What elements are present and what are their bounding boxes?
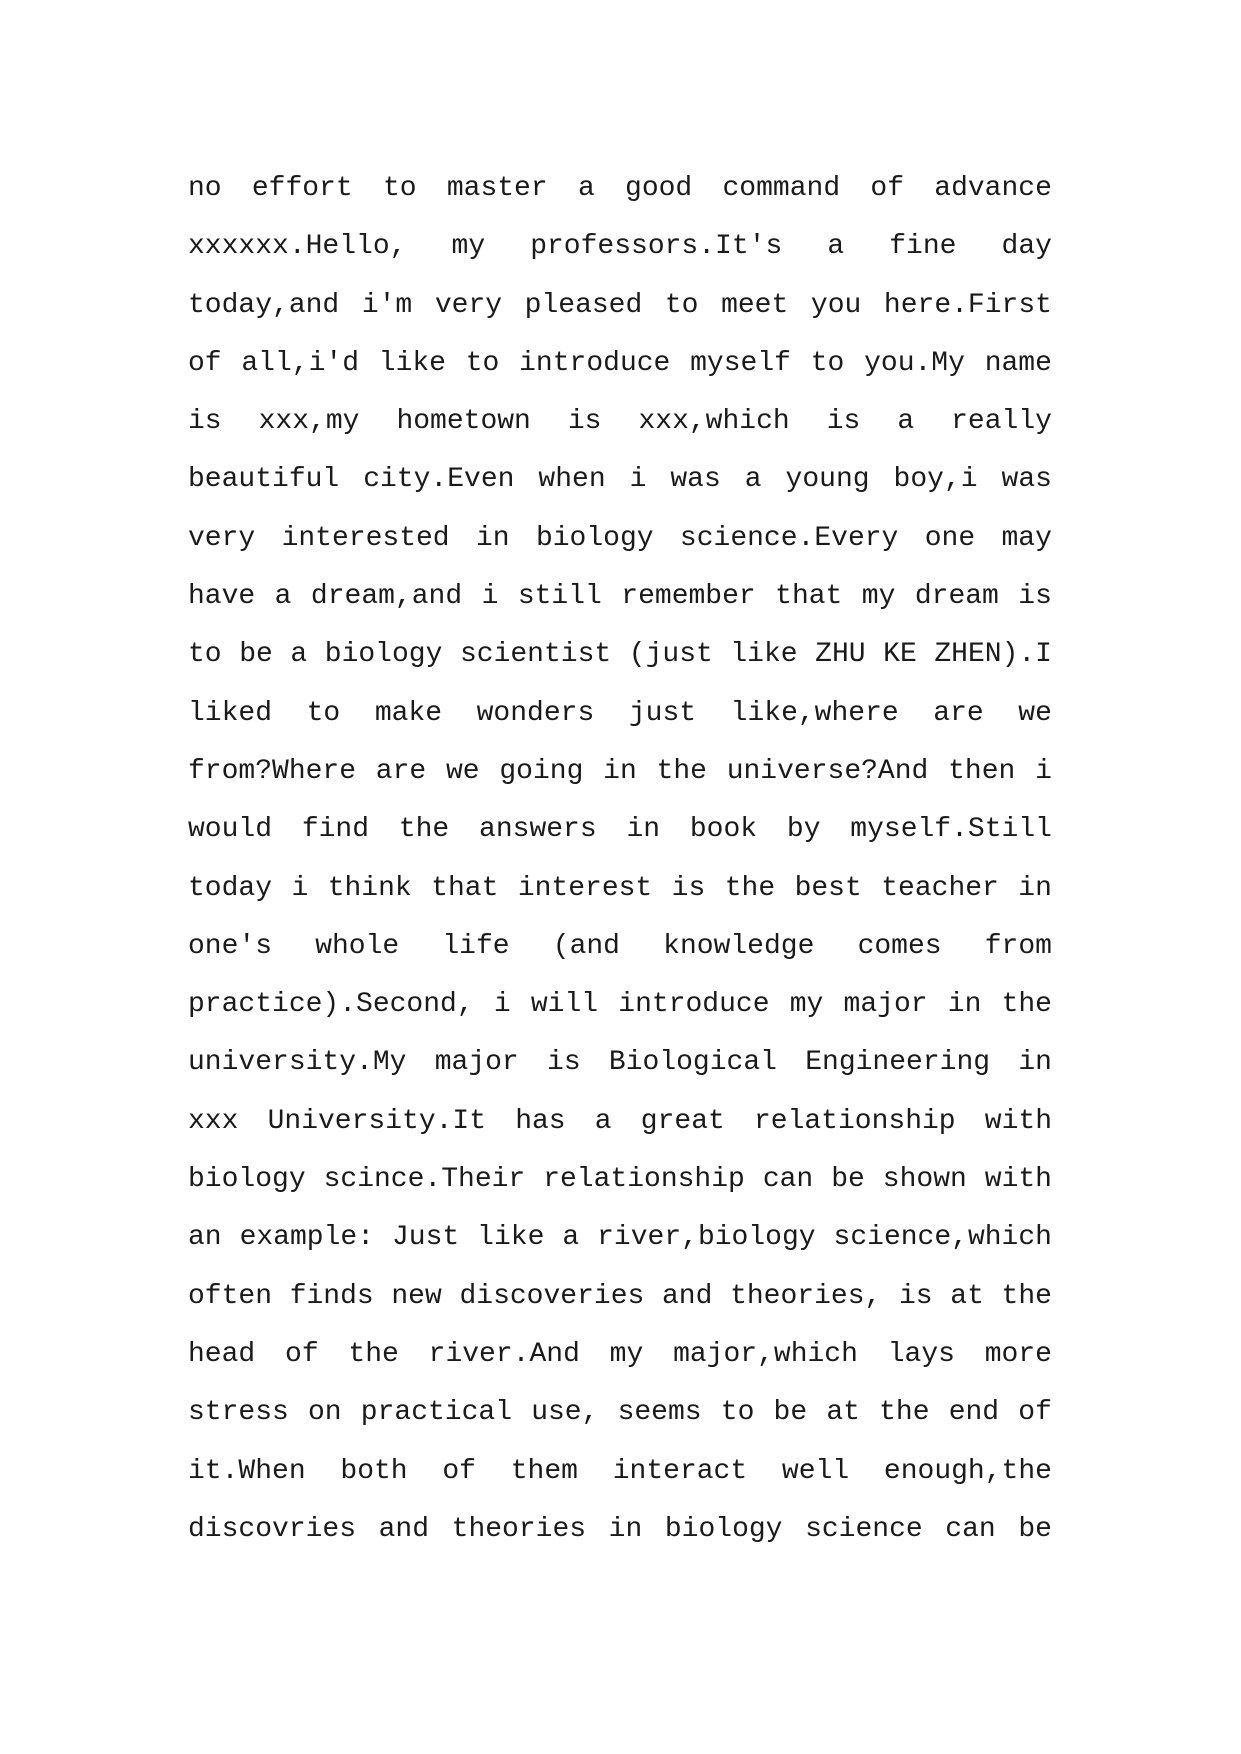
text-word: name (984, 347, 1052, 379)
text-word: an (188, 1222, 222, 1254)
text-word: today (188, 872, 273, 904)
text-word: effort (251, 173, 353, 204)
text-line (188, 451, 1052, 509)
text-word: i (629, 464, 647, 496)
text-word: make (374, 697, 443, 729)
text-word: that (431, 872, 499, 904)
text-word: river.And (428, 1338, 580, 1370)
text-word: going (499, 755, 584, 787)
text-word: discovries (188, 1513, 357, 1545)
text-word: one's (188, 930, 273, 962)
text-word: in (1018, 1047, 1052, 1079)
text-word: professors.It's (530, 231, 783, 263)
text-word: i (1035, 755, 1052, 787)
text-word: advance (934, 173, 1052, 204)
text-word: to (664, 289, 699, 321)
text-word: the (724, 872, 776, 904)
text-line (188, 1209, 1052, 1267)
text-word: i (493, 989, 511, 1021)
text-word: is (826, 406, 861, 438)
text-word: example: (239, 1222, 374, 1254)
text-word: whole (315, 930, 400, 962)
text-word: Just (391, 1222, 460, 1254)
text-word: i (481, 581, 499, 613)
text-word: answers (479, 814, 597, 846)
text-word: dream,and (310, 581, 463, 613)
text-word: still (517, 581, 602, 613)
text-word: enough,the (883, 1455, 1052, 1487)
text-word: like (477, 1222, 545, 1254)
text-word: no (188, 173, 222, 204)
text-word: often (188, 1280, 273, 1312)
text-word: be (773, 1397, 808, 1429)
text-word: a (562, 1222, 580, 1254)
text-word: ZHEN).I (934, 639, 1052, 671)
text-word: a (290, 639, 308, 671)
text-word: a (274, 581, 292, 613)
text-word: university.My (188, 1047, 407, 1079)
text-line (188, 510, 1052, 568)
text-line (188, 1384, 1052, 1442)
text-word: biology (324, 639, 443, 671)
text-word: all,i'd (241, 347, 359, 379)
text-word: use, (531, 1397, 599, 1429)
text-word: science.Every (679, 522, 899, 554)
text-word: my (789, 989, 824, 1021)
text-word: to (465, 347, 500, 379)
text-line (188, 218, 1052, 276)
text-word: find (301, 814, 370, 846)
text-word: xxx,which (638, 406, 790, 438)
text-word: interest (517, 872, 653, 904)
text-word: book (689, 814, 758, 846)
text-word: Biological (608, 1047, 777, 1079)
text-word: today,and (188, 289, 340, 321)
text-word: beautiful (188, 464, 340, 496)
text-word: relationship (543, 1164, 745, 1196)
text-word: (and (552, 930, 620, 962)
text-line (188, 626, 1052, 684)
text-word: master (446, 173, 548, 204)
text-word: command (722, 173, 841, 204)
text-word: from?Where (188, 755, 357, 787)
text-line (188, 1326, 1052, 1384)
text-word: has (515, 1105, 566, 1137)
text-line (188, 1034, 1052, 1092)
text-line (188, 860, 1052, 918)
text-word: interested (281, 522, 450, 554)
text-word: hometown (396, 406, 531, 438)
text-word: them (510, 1455, 578, 1487)
text-word: young (785, 464, 870, 496)
text-word: major (843, 989, 928, 1021)
text-word: science (805, 1513, 923, 1545)
text-line (188, 393, 1052, 451)
text-word: be (239, 639, 273, 671)
text-word: a (744, 464, 762, 496)
text-word: to (810, 347, 845, 379)
text-word: stress (188, 1397, 289, 1429)
text-word: great (640, 1105, 725, 1137)
text-word: pleased (524, 289, 643, 321)
text-word: was (670, 464, 721, 496)
text-word: knowledge (663, 930, 815, 962)
text-word: it.When (188, 1455, 306, 1487)
text-word: KE (883, 639, 917, 671)
text-word: the (398, 814, 450, 846)
text-word: ZHU (815, 639, 866, 671)
text-word: (just (628, 639, 713, 671)
text-word: biology (664, 1513, 783, 1545)
text-word: to (382, 173, 417, 204)
text-word: a (827, 231, 845, 263)
text-word: scince.Their (323, 1164, 526, 1196)
text-word: myself (690, 347, 791, 379)
text-word: is (567, 406, 602, 438)
text-word: may (1001, 522, 1052, 554)
text-word: from (984, 930, 1052, 962)
text-word: with (984, 1164, 1052, 1196)
text-line (188, 918, 1052, 976)
text-word: you (810, 289, 862, 321)
text-word: xxx (188, 1105, 239, 1137)
text-word: to (188, 639, 222, 671)
text-word: be (1018, 1513, 1052, 1545)
text-word: one (924, 522, 976, 554)
text-word: and (378, 1513, 430, 1545)
text-word: just (628, 697, 697, 729)
text-line (188, 743, 1052, 801)
text-word: meet (721, 289, 789, 321)
text-word: we (445, 755, 480, 787)
text-line (188, 568, 1052, 626)
text-line (188, 1443, 1052, 1501)
text-word: at (826, 1397, 860, 1429)
text-line (188, 1093, 1052, 1151)
text-word: Engineering (805, 1047, 991, 1079)
text-word: is (547, 1047, 581, 1079)
text-word: here.First (883, 289, 1052, 321)
text-word: would (188, 814, 273, 846)
text-word: a (897, 406, 915, 438)
text-word: interact (612, 1455, 748, 1487)
document-body-text (188, 160, 1052, 1559)
text-word: to (306, 697, 341, 729)
text-word: then (948, 755, 1016, 787)
text-word: can (762, 1164, 814, 1196)
text-word: well (781, 1455, 850, 1487)
text-word: xxx,my (258, 406, 360, 438)
text-word: a (594, 1105, 612, 1137)
text-word: have (188, 581, 256, 613)
text-word: my (451, 231, 486, 263)
text-word: i'm (361, 289, 413, 321)
text-word: in (608, 1513, 643, 1545)
text-word: of (188, 347, 222, 379)
text-line (188, 335, 1052, 393)
text-word: seems (617, 1397, 702, 1429)
text-word: city.Even (363, 464, 515, 496)
text-word: head (188, 1338, 256, 1370)
text-word: we (1018, 697, 1052, 729)
text-word: liked (188, 697, 273, 729)
text-word: introduce (519, 347, 671, 379)
text-word: University.It (267, 1105, 487, 1137)
text-word: like (730, 639, 798, 671)
text-word: in (626, 814, 661, 846)
text-word: biology (188, 1164, 306, 1196)
text-word: remember (621, 581, 756, 613)
text-word: more (984, 1338, 1052, 1370)
text-word: theories, (730, 1280, 882, 1312)
text-word: will (530, 989, 599, 1021)
text-word: i (291, 872, 309, 904)
text-word: that (775, 581, 843, 613)
text-word: wonders (476, 697, 595, 729)
text-line (188, 160, 1052, 218)
text-word: universe?And (726, 755, 929, 787)
text-word: biology (535, 522, 654, 554)
text-word: practical (360, 1397, 513, 1429)
text-word: life (442, 930, 510, 962)
text-word: shown (882, 1164, 967, 1196)
text-word: my (861, 581, 896, 613)
text-word: was (1001, 464, 1052, 496)
text-word: the (879, 1397, 930, 1429)
text-word: finds (289, 1280, 374, 1312)
text-word: like,where (730, 697, 899, 729)
text-word: a (577, 173, 595, 204)
text-word: to (720, 1397, 755, 1429)
text-word: is (188, 406, 222, 438)
text-word: the (348, 1338, 399, 1370)
text-word: lays (887, 1338, 955, 1370)
text-word: my (609, 1338, 644, 1370)
text-word: when (538, 464, 606, 496)
text-word: very (434, 289, 503, 321)
text-line (188, 1268, 1052, 1326)
text-line (188, 685, 1052, 743)
text-word: can (945, 1513, 996, 1545)
text-line (188, 1501, 1052, 1559)
text-word: discoveries (459, 1280, 645, 1312)
text-line (188, 277, 1052, 335)
text-word: teacher (881, 872, 999, 904)
text-word: in (947, 989, 982, 1021)
text-word: be (831, 1164, 865, 1196)
text-word: introduce (618, 989, 770, 1021)
text-line (188, 976, 1052, 1034)
text-word: is (671, 872, 706, 904)
text-word: comes (857, 930, 942, 962)
text-word: both (340, 1455, 408, 1487)
text-word: fine (889, 231, 957, 263)
text-word: new (391, 1280, 442, 1312)
text-line (188, 1151, 1052, 1209)
text-word: is (898, 1280, 933, 1312)
text-word: theories (451, 1513, 587, 1545)
text-word: by (786, 814, 821, 846)
text-word: is (1018, 581, 1052, 613)
text-word: in (603, 755, 637, 787)
text-word: are (933, 697, 984, 729)
text-word: best (794, 872, 862, 904)
text-word: practice).Second, (188, 989, 474, 1021)
text-word: myself.Still (850, 814, 1052, 846)
text-word: and (661, 1280, 713, 1312)
text-word: xxxxxx.Hello, (188, 231, 407, 263)
text-word: scientist (459, 639, 612, 671)
text-word: in (1018, 872, 1052, 904)
text-word: are (375, 755, 427, 787)
text-word: the (1001, 989, 1052, 1021)
text-word: at (950, 1280, 984, 1312)
text-word: like (378, 347, 446, 379)
text-word: think (327, 872, 412, 904)
text-word: in (475, 522, 510, 554)
text-word: major,which (673, 1338, 858, 1370)
text-word: of (442, 1455, 476, 1487)
text-word: very (188, 522, 256, 554)
text-word: boy,i (893, 464, 978, 496)
text-word: good (625, 173, 693, 204)
text-word: science,which (833, 1222, 1052, 1254)
text-word: dream (914, 581, 999, 613)
text-word: you.My (864, 347, 965, 379)
text-word: of (1018, 1397, 1052, 1429)
text-word: relationship (753, 1105, 956, 1137)
text-word: end (948, 1397, 1000, 1429)
text-word: the (656, 755, 707, 787)
text-word: on (308, 1397, 342, 1429)
text-word: day (1001, 231, 1052, 263)
text-word: major (434, 1047, 519, 1079)
text-word: of (870, 173, 904, 204)
text-word: of (285, 1338, 319, 1370)
text-line (188, 801, 1052, 859)
text-word: the (1001, 1280, 1052, 1312)
text-word: with (984, 1105, 1052, 1137)
text-word: river,biology (597, 1222, 816, 1254)
text-word: really (951, 406, 1052, 438)
